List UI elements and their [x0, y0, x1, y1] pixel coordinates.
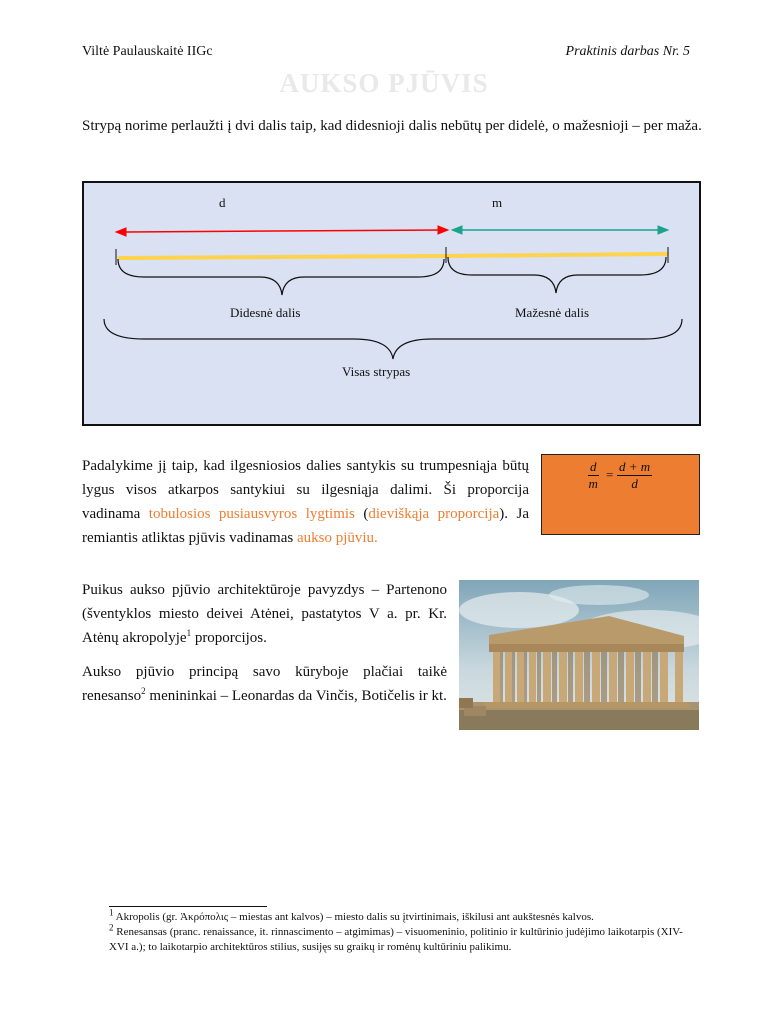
label-m: m	[492, 195, 503, 210]
highlight-term-3: aukso pjūviu.	[296, 530, 378, 546]
label-smaller-part: Mažesnė dalis	[515, 305, 590, 320]
footnote-2: $^2$ Renesansas (pranc. renaissance, it. rinnascimento – atgimimas) – visuomeninio, politinio ir kultūrinio judėjimo laikotarpis (XIV-XVI a.); to laikotarpio architektūros stilius, susijęs su graikų ir romėnų kultūriniu palikimu.	[109, 922, 683, 953]
header-work-title: Praktinis darbas Nr. 5	[565, 44, 690, 59]
highlight-term-2: dieviškąja proporcija	[368, 506, 500, 522]
diagram-graphic	[84, 183, 699, 424]
footnote-separator	[109, 906, 267, 907]
rod	[116, 247, 668, 265]
golden-ratio-diagram	[82, 181, 701, 426]
page-title: AUKSO PJŪVIS	[279, 68, 489, 98]
intro-paragraph: Strypą norime perlaužti į dvi dalis taip, kad didesnioji dalis nebūtų per didelė, o mažesnioji – per maža.	[82, 118, 702, 134]
formula-box	[541, 454, 700, 535]
footnote-ref-2[interactable]: 2	[141, 686, 146, 696]
fraction-left: $\frac{d}{m}$	[588, 459, 598, 491]
fraction-right: $\frac{d + m}{d}$	[619, 459, 651, 491]
proportion-paragraph: Padalykime jį taip, kad ilgesniosios dalies santykis su trumpesniąja būtų lygus visos atkarpos santykiui su ilgesniąja dalimi. Ši proporcija vadinama tobulosios pusiausvyros lygtimis (dieviškąja proporcija). Ja remiantis atliktas pjūvis vadinamas aukso pjūviu.	[82, 458, 530, 546]
footnote-ref-1[interactable]: 1	[186, 628, 192, 638]
arrow-m	[452, 226, 668, 234]
equals-sign: =	[606, 467, 614, 482]
parthenon-photo	[459, 580, 699, 730]
parthenon-paragraph: Puikus aukso pjūvio architektūroje pavyzdys – Partenono (šventyklos miesto deivei Atėnei, pastatytos V a. pr. Kr. Atėnų akropolyje$^1$ proporcijos.	[82, 582, 447, 646]
brace-smaller	[448, 257, 666, 293]
header-author: Viltė Paulauskaitė IIGc	[82, 44, 213, 59]
brace-larger	[118, 259, 444, 295]
label-d: d	[219, 195, 226, 210]
brace-whole	[104, 319, 682, 359]
footnote-1: $^1$ Akropolis (gr. Ἀκρόπολις – miestas ant kalvos) – miesto dalis su įtvirtinimais, iškilusi ant aukštesnės kalvos.	[109, 907, 594, 923]
highlight-term-1: tobulosios pusiausvyros lygtimis	[148, 506, 355, 522]
arrow-d	[116, 226, 448, 236]
renaissance-paragraph: Aukso pjūvio principą savo kūryboje plačiai taikė renesanso$^2$ menininkai – Leonardas da Vinčis, Botičelis ir kt.	[82, 664, 447, 704]
label-whole-rod: Visas strypas	[342, 364, 411, 379]
label-larger-part: Didesnė dalis	[230, 305, 301, 320]
